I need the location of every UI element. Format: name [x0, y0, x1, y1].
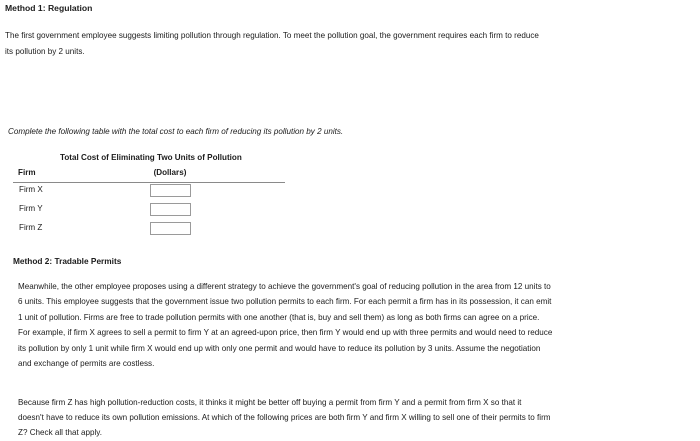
- question-line: doesn't have to reduce its own pollution emissions. At which of the following prices are both firm Y and firm X willing to sell one of their permits to firm: [18, 413, 551, 423]
- firm-y-cost-input[interactable]: [150, 203, 191, 216]
- table-header-rule: [13, 182, 285, 183]
- method1-intro-line-1: The first government employee suggests limiting pollution through regulation. To meet the pollution goal, the government requires each firm to reduce: [5, 31, 539, 40]
- question-line: Because firm Z has high pollution-reduction costs, it thinks it might be better off buying a permit from firm Y and a permit from firm X so that it: [18, 398, 522, 407]
- row-label-firm-y: Firm Y: [19, 204, 43, 213]
- method2-line: 1 unit of pollution. Firms are free to trade pollution permits with one another (that is, buy and sell them) as long as both firms can agree on a price.: [18, 312, 540, 322]
- table-header-firm: Firm: [18, 168, 36, 177]
- method2-body: [18, 279, 698, 371]
- row-label-firm-x: Firm X: [19, 185, 43, 194]
- method1-intro-line-2: its pollution by 2 units.: [5, 46, 85, 56]
- method1-intro: [5, 28, 695, 59]
- firm-x-cost-input[interactable]: [150, 184, 191, 197]
- method2-heading: Method 2: Tradable Permits: [13, 256, 122, 266]
- method2-line: Meanwhile, the other employee proposes using a different strategy to achieve the government's goal of reducing pollution in the area from 12 units to: [18, 282, 551, 291]
- firm-z-cost-input[interactable]: [150, 222, 191, 235]
- row-label-firm-z: Firm Z: [19, 223, 43, 232]
- method2-line: its pollution by only 1 unit while firm X would end up with only one permit and would have to reduce its pollution by 3 units. Assume the negotiation: [18, 343, 541, 353]
- table-instruction: Complete the following table with the total cost to each firm of reducing its pollution by 2 units.: [8, 127, 344, 136]
- method2-line: and exchange of permits are costless.: [18, 359, 155, 369]
- method2-line: 6 units. This employee suggests that the government issue two pollution permits to each firm. For each permit a firm has in its possession, it can emit: [18, 297, 552, 307]
- method2-line: For example, if firm X agrees to sell a permit to firm Y at an agreed-upon price, then firm Y would end up with three permits and would need to reduce: [18, 328, 553, 338]
- table-header-title: Total Cost of Eliminating Two Units of Pollution: [60, 153, 242, 162]
- question-text: [18, 395, 698, 441]
- question-line: Z? Check all that apply.: [18, 428, 102, 438]
- table-header-unit: (Dollars): [153, 168, 187, 177]
- method1-heading: Method 1: Regulation: [5, 3, 93, 13]
